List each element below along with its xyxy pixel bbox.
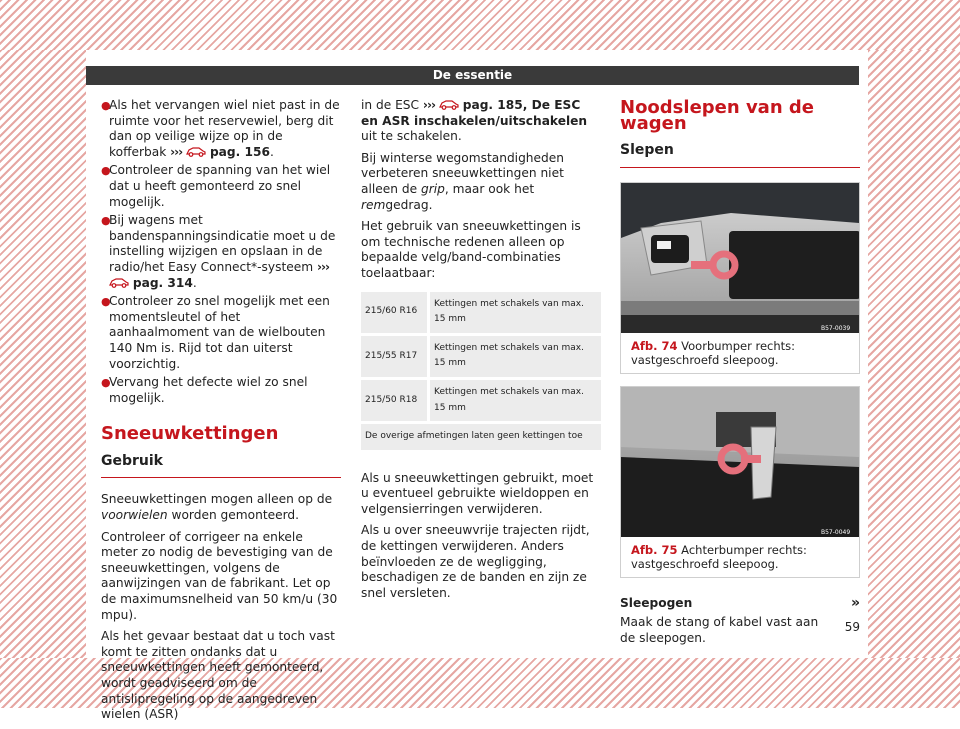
bullet-icon: ● xyxy=(101,295,111,309)
reference-arrow-icon: ››› xyxy=(422,98,435,112)
table-row: 215/60 R16 Kettingen met schakels van max. 15 mm xyxy=(361,292,601,335)
section-header: De essentie xyxy=(86,66,859,85)
bullet-icon: ● xyxy=(101,164,111,178)
list-item: ● Controleer de spanning van het wiel dat u heeft gemonteerd zo snel mogelijk. xyxy=(101,163,331,209)
figure-caption: Afb. 74 Voorbumper rechts: vastgeschroefd sleepoog. xyxy=(631,338,796,367)
paragraph: in de ESC ››› pag. 185, De ESC en ASR inschakelen/uitschakelen uit te schakelen. xyxy=(361,98,588,144)
car-book-icon xyxy=(439,98,459,110)
paragraph: Controleer of corrigeer na enkele meter zo nodig de bevestiging van de sneeuwkettingen, volgens de aanwijzingen van de fabrikant. Let op de maximumsnelheid van 50 km/u (30 mpu). xyxy=(101,529,338,622)
list-item: ● Vervang het defecte wiel zo snel mogelijk. xyxy=(101,375,308,405)
paragraph: Als het gevaar bestaat dat u toch vast komt te zitten ondanks dat u sneeuwkettingen heeft gemonteerd, wordt geadviseerd om de antislipregeling op de aangedreven wielen (ASR) xyxy=(101,629,335,722)
decorative-border-top xyxy=(0,0,960,50)
subsection-heading: Slepen xyxy=(620,143,860,168)
paragraph: Bij winterse wegomstandigheden verbeteren sneeuwkettingen niet alleen de grip, maar ook het remgedrag. xyxy=(361,150,564,212)
decorative-border-left xyxy=(0,50,86,658)
sub-heading: Sleepogen xyxy=(620,595,693,610)
bullet-icon: ● xyxy=(101,99,111,112)
front-bumper-image xyxy=(621,183,859,333)
paragraph: Sneeuwkettingen mogen alleen op de voorwielen worden gemonteerd. xyxy=(101,492,333,523)
list-item: ● Bij wagens met bandenspanningsindicatie moet u de instelling wijzigen en opslaan in de radio/het Easy Connect*-systeem ››› pag. 314. xyxy=(101,213,336,290)
table-row: 215/55 R17 Kettingen met schakels van max. 15 mm xyxy=(361,334,601,378)
continue-icon: » xyxy=(850,595,860,612)
paragraph: Als u over sneeuwvrije trajecten rijdt, de kettingen verwijderen. Anders beïnvloeden ze de wegligging, beschadigen ze de banden en zijn ze snel versleten. xyxy=(361,523,590,600)
figure-caption: Afb. 75 Achterbumper rechts: vastgeschroefd sleepoog. xyxy=(631,542,807,571)
car-book-icon xyxy=(109,276,129,288)
column-2 xyxy=(361,98,601,607)
bullet-icon: ● xyxy=(101,376,111,390)
page-reference-link[interactable]: pag. 185, De ESC en ASR inschakelen/uitschakelen xyxy=(361,98,588,128)
page-reference-link[interactable]: pag. 314 xyxy=(132,275,193,290)
bullet-icon: ● xyxy=(101,214,111,228)
decorative-border-right xyxy=(868,50,960,658)
figure-rear-bumper xyxy=(620,386,860,578)
reference-arrow-icon: ››› xyxy=(170,144,183,159)
snow-chain-table xyxy=(361,292,601,453)
figure-front-bumper xyxy=(620,182,860,374)
rear-bumper-image xyxy=(621,387,859,537)
table-row: 215/50 R18 Kettingen met schakels van max. 15 mm xyxy=(361,378,601,422)
section-heading: Sneeuwkettingen xyxy=(101,423,279,445)
subsection-heading: Gebruik xyxy=(101,454,341,479)
paragraph: Als u sneeuwkettingen gebruikt, moet u eventueel gebruikte wieldoppen en velgensierringen verwijderen. xyxy=(361,470,594,516)
column-1 xyxy=(101,98,341,729)
table-footer-row: De overige afmetingen laten geen kettingen toe xyxy=(361,423,601,452)
paragraph: Maak de stang of kabel vast aan de sleepogen. xyxy=(620,615,819,645)
list-item: ● Als het vervangen wiel niet past in de ruimte voor het reservewiel, berg dit dan op veilige wijze op in de kofferbak ››› pag. 156. xyxy=(101,98,340,159)
page-number: 59 xyxy=(844,620,860,634)
list-item: ● Controleer zo snel mogelijk met een momentsleutel of het aanhaalmoment van de wielbouten 140 Nm is. Rijd tot dan uiterst voorzichtig. xyxy=(101,294,330,371)
reference-arrow-icon: ››› xyxy=(316,259,330,274)
page-reference-link[interactable]: pag. 156 xyxy=(209,144,270,159)
paragraph: Het gebruik van sneeuwkettingen is om technische redenen alleen op bepaalde velg/band-combinaties toelaatbaar: xyxy=(361,219,581,280)
section-heading: Noodslepen van de wagen xyxy=(620,97,815,134)
image-code: B57-0049 xyxy=(821,528,851,536)
car-book-icon xyxy=(186,145,206,157)
image-code: B57-0039 xyxy=(821,324,851,332)
